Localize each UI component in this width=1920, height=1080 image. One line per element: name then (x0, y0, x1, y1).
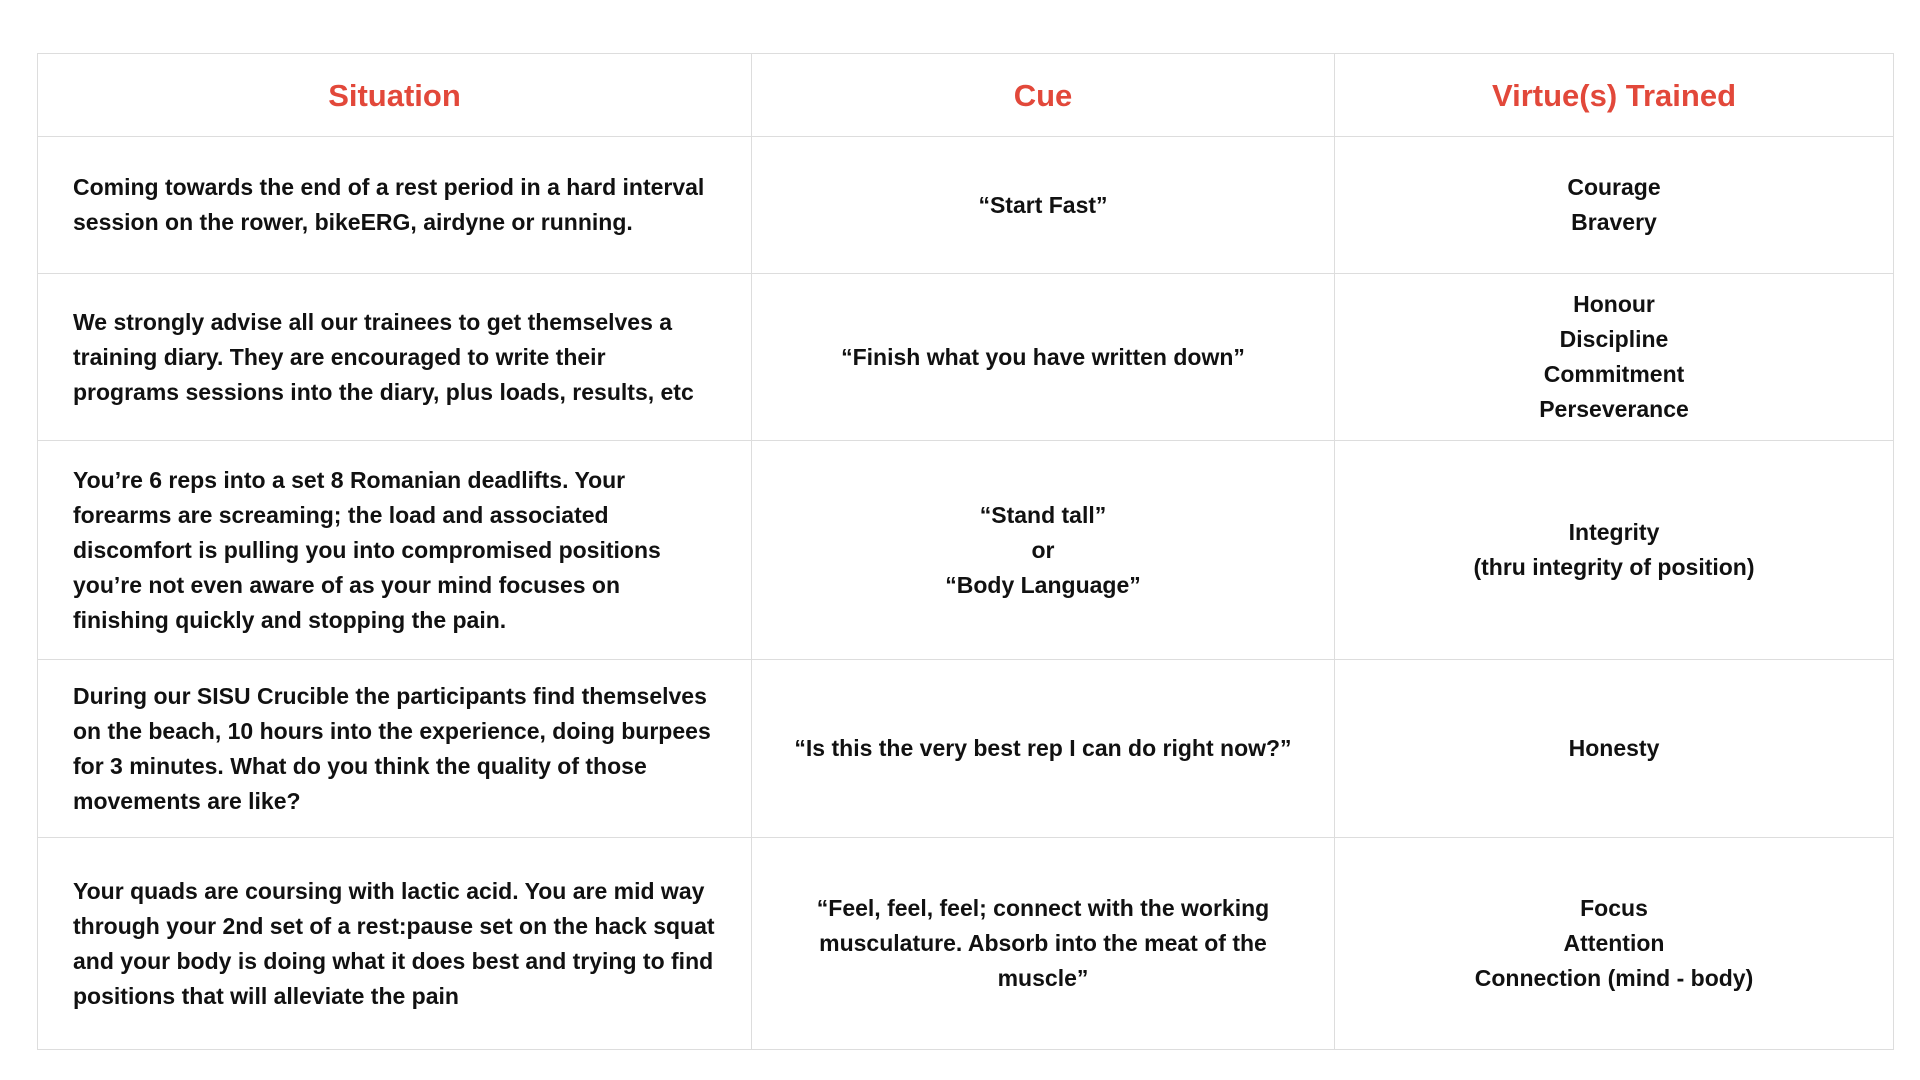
virtues-cell (1335, 838, 1894, 1050)
virtue-item: Commitment (1543, 361, 1685, 387)
cue-cell (752, 441, 1335, 660)
cue-line: “Start Fast” (978, 191, 1108, 218)
cue-line: “Stand tall” (979, 501, 1107, 528)
virtues-cell (1335, 274, 1894, 441)
situation-text: During our SISU Crucible the participants find themselves on the beach, 10 hours into the experience, doing burpees for 3 minutes. What do you think the quality of those movements are like? (73, 682, 711, 814)
table-row (38, 137, 1894, 274)
header-cue: Cue (752, 54, 1335, 137)
cue-cell (752, 274, 1335, 441)
table-row (38, 274, 1894, 441)
virtues-cell (1335, 441, 1894, 660)
situation-cell (38, 838, 752, 1050)
virtue-item: Honesty (1568, 735, 1660, 761)
virtue-item: Courage (1567, 174, 1661, 200)
cue-line: “Feel, feel, feel; connect with the working musculature. Absorb into the meat of the muscle” (816, 895, 1270, 991)
situation-text: Coming towards the end of a rest period in a hard interval session on the rower, bikeERG, airdyne or running. (73, 174, 705, 235)
situation-cell (38, 441, 752, 660)
table-header-row (38, 54, 1894, 137)
virtue-item: Discipline (1559, 326, 1669, 352)
situation-cell (38, 660, 752, 838)
virtue-item: Perseverance (1539, 396, 1689, 422)
cue-cell (752, 660, 1335, 838)
situation-cell (38, 137, 752, 274)
virtue-item: Honour (1573, 291, 1655, 317)
situation-text: Your quads are coursing with lactic acid. You are mid way through your 2nd set of a rest:pause set on the hack squat and your body is doing what it does best and trying to find positions that will alleviate the pain (73, 877, 715, 1009)
virtues-table-container (37, 53, 1893, 1050)
table-row (38, 660, 1894, 838)
virtues-cell (1335, 660, 1894, 838)
cue-line: “Is this the very best rep I can do right now?” (794, 735, 1292, 761)
header-virtues: Virtue(s) Trained (1335, 54, 1894, 137)
virtue-item: (thru integrity of position) (1473, 554, 1755, 580)
header-situation: Situation (38, 54, 752, 137)
virtue-item: Attention (1563, 930, 1665, 956)
table-row (38, 838, 1894, 1050)
situation-cell (38, 274, 752, 441)
virtues-table (37, 53, 1894, 1050)
cue-line: “Finish what you have written down” (841, 343, 1245, 370)
virtue-item: Integrity (1568, 519, 1660, 545)
virtue-item: Bravery (1571, 209, 1657, 235)
situation-text: We strongly advise all our trainees to get themselves a training diary. They are encouraged to write their programs sessions into the diary, plus loads, results, etc (73, 308, 694, 405)
virtue-item: Focus (1580, 895, 1648, 921)
cue-cell (752, 838, 1335, 1050)
situation-text: You’re 6 reps into a set 8 Romanian deadlifts. Your forearms are screaming; the load and associated discomfort is pulling you into compromised positions you’re not even aware of as your mind focuses on finishing quickly and stopping the pain. (73, 466, 661, 633)
cue-cell (752, 137, 1335, 274)
virtue-item: Connection (mind - body) (1474, 965, 1754, 991)
cue-line: or (1031, 536, 1055, 563)
table-row (38, 441, 1894, 660)
cue-line: “Body Language” (945, 571, 1141, 598)
virtues-cell (1335, 137, 1894, 274)
